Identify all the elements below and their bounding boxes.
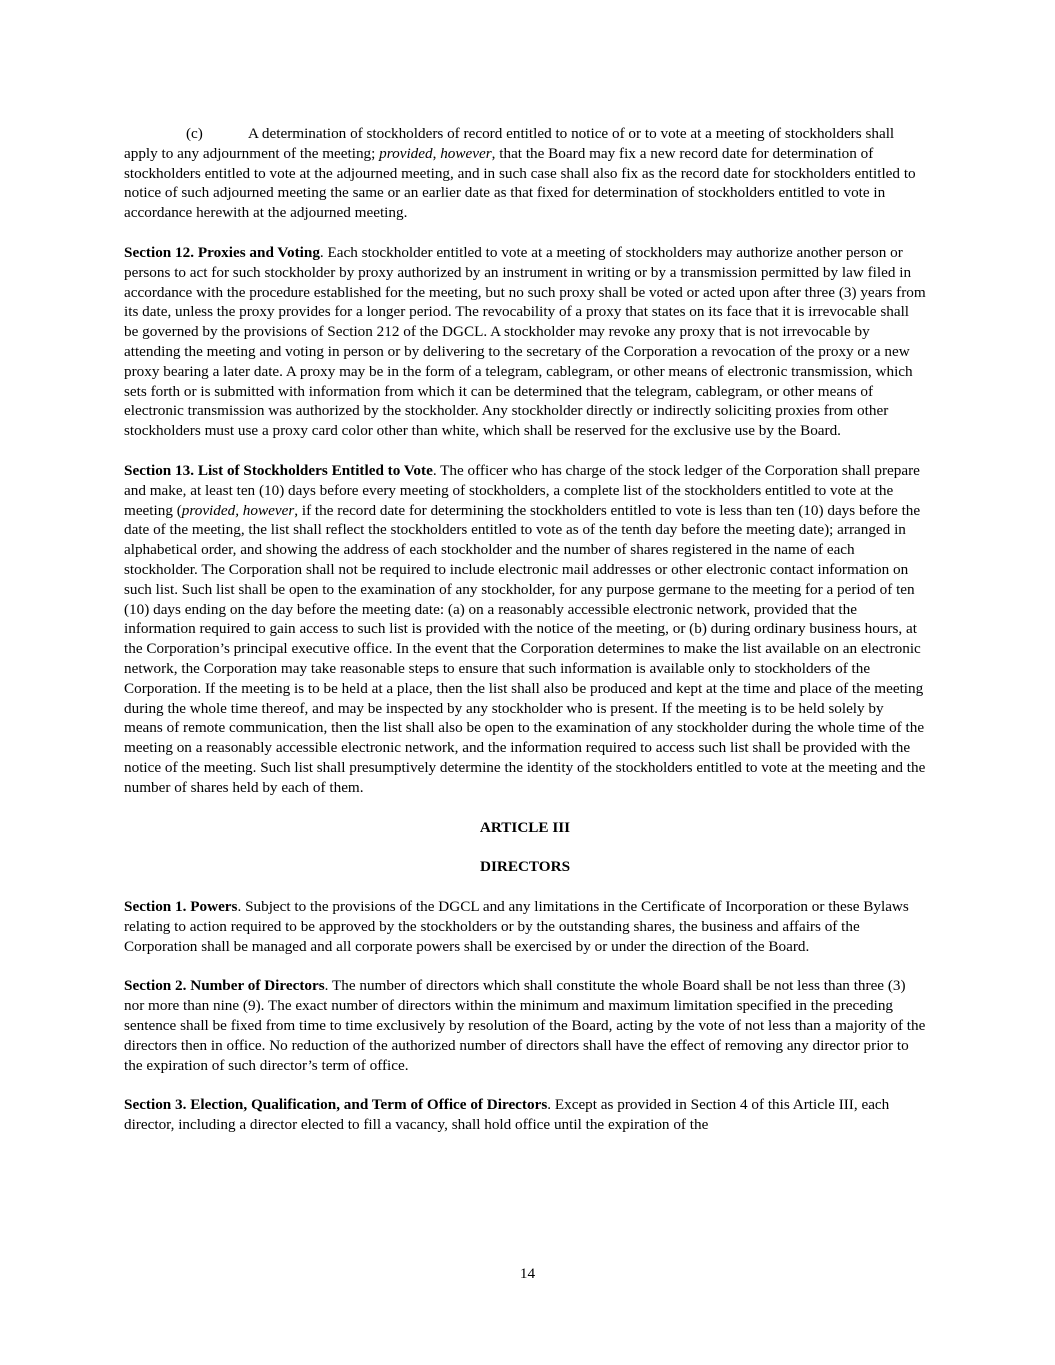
section-13-heading: Section 13. List of Stockholders Entitled to Vote	[124, 461, 433, 479]
section-2-heading: Section 2. Number of Directors	[124, 977, 325, 995]
page-number: 14	[519, 1265, 536, 1282]
section-2-paragraph: Section 2. Number of Directors. The number of directors which shall constitute the whole Board shall be not less than three (3) nor more than nine (9). The exact number of directors within the minimum and maximum limitation specified in the preceding sentence shall be fixed from time to time exclusively by resolution of the Board, acting by the vote of not less than a majority of the directors then in office. No reduction of the authorized number of directors shall have the effect of removing any director prior to the expiration of such director’s term of office.	[124, 977, 926, 1074]
section-12-paragraph: Section 12. Proxies and Voting. Each stockholder entitled to vote at a meeting of stockholders may authorize another person or persons to act for such stockholder by proxy authorized by an instrument in writing or by a transmission permitted by law filed in accordance with the procedure established for the meeting, but no such proxy shall be voted or acted upon after three (3) years from its date, unless the proxy provides for a longer period. The revocability of a proxy that states on its face that it is irrevocable shall be governed by the provisions of Section 212 of the DGCL. A stockholder may revoke any proxy that is not irrevocable by attending the meeting and voting in person or by delivering to the secretary of the Corporation a revocation of the proxy or a new proxy bearing a later date. A proxy may be in the form of a telegram, cablegram, or other means of electronic transmission, which sets forth or is submitted with information from which it can be determined that the telegram, cablegram, or other means of electronic transmission was authorized by the stockholder. Any stockholder directly or indirectly soliciting proxies from other stockholders must use a proxy card color other than white, which shall be reserved for the exclusive use by the Board.	[124, 243, 926, 440]
section-1-paragraph: Section 1. Powers. Subject to the provisions of the DGCL and any limitations in the Certificate of Incorporation or these Bylaws relating to action required to be approved by the stockholders or by the outstanding shares, the business and affairs of the Corporation shall be managed and all corporate powers shall be exercised by or under the direction of the Board.	[124, 898, 909, 955]
document-body	[124, 124, 926, 1155]
section-13-paragraph: Section 13. List of Stockholders Entitled to Vote. The officer who has charge of the stock ledger of the Corporation shall prepare and make, at least ten (10) days before every meeting of stockholders, a complete list of the stockholders entitled to vote at the meeting (provided, however, if the record date for determining the stockholders entitled to vote is less than ten (10) days before the date of the meeting, the list shall reflect the stockholders entitled to vote as of the tenth day before the meeting date); arranged in alphabetical order, and showing the address of each stockholder and the number of shares registered in the name of each stockholder. The Corporation shall not be required to include electronic mail addresses or other electronic contact information on such list. Such list shall be open to the examination of any stockholder, for any purpose germane to the meeting for a period of ten (10) days ending on the day before the meeting date: (a) on a reasonably accessible electronic network, provided that the information required to gain access to such list is provided with the notice of the meeting, or (b) during ordinary business hours, at the Corporation’s principal executive office. In the event that the Corporation determines to make the list available on an electronic network, the Corporation may take reasonable steps to ensure that such information is available only to stockholders of the Corporation. If the meeting is to be held at a place, then the list shall also be produced and kept at the time and place of the meeting during the whole time thereof, and may be inspected by any stockholder who is present. If the meeting is to be held solely by means of remote communication, then the list shall also be open to the examination of any stockholder during the whole time of the meeting on a reasonably accessible electronic network, and the information required to access such list shall be provided with the notice of the meeting. Such list shall presumptively determine the identity of the stockholders entitled to vote at the meeting and the number of shares held by each of them.	[124, 461, 926, 796]
section-1-heading: Section 1. Powers	[124, 898, 238, 916]
article-number: ARTICLE III	[479, 818, 571, 836]
paragraph-c-label: (c)	[186, 125, 203, 142]
paragraph-c: (c) A determination of stockholders of record entitled to notice of or to vote at a meeting of stockholders shall apply to any adjournment of the meeting; provided, however, that the Board may fix a new record date for determination of stockholders entitled to vote at the adjourned meeting, and in such case shall also fix as the record date for stockholders entitled to notice of such adjourned meeting the same or an earlier date as that fixed for determination of stockholders entitled to vote in accordance herewith at the adjourned meeting.	[124, 125, 916, 222]
article-title: DIRECTORS	[479, 858, 571, 876]
section-12-heading: Section 12. Proxies and Voting	[124, 243, 320, 261]
section-3-heading: Section 3. Election, Qualification, and Term of Office of Directors	[124, 1096, 548, 1114]
section-3-paragraph: Section 3. Election, Qualification, and Term of Office of Directors. Except as provided in Section 4 of this Article III, each director, including a director elected to fill a vacancy, shall hold office until the expiration of the	[124, 1096, 890, 1134]
